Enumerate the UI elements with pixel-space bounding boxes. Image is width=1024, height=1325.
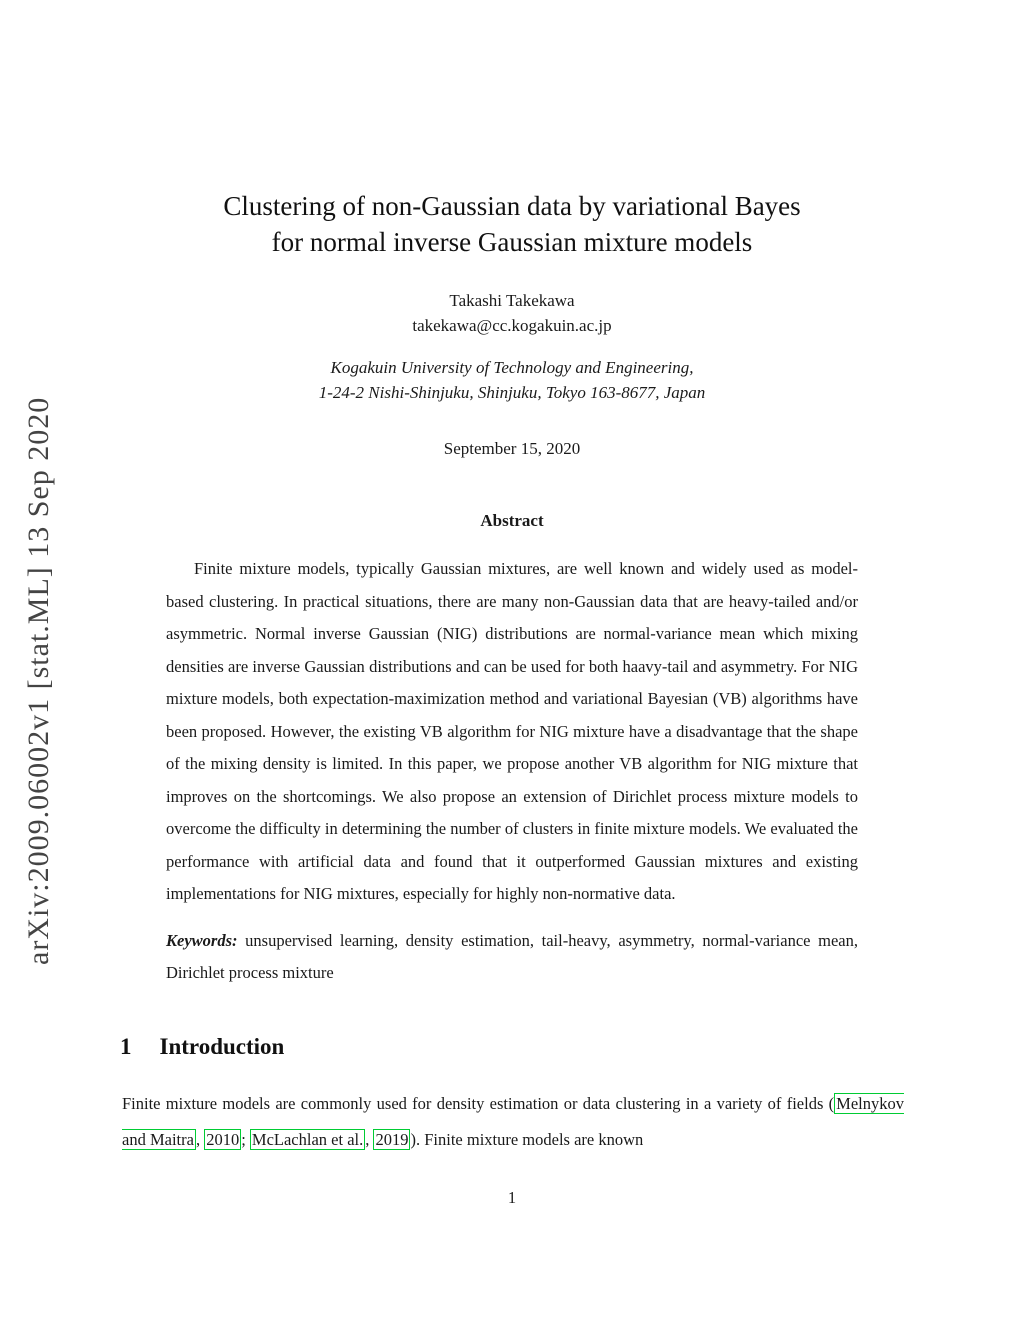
paper-title-line1: Clustering of non-Gaussian data by variational Bayes — [223, 191, 801, 221]
arxiv-watermark: arXiv:2009.06002v1 [stat.ML] 13 Sep 2020 — [22, 396, 55, 965]
intro-sep1: , — [195, 1130, 205, 1150]
section-1-heading — [120, 1034, 904, 1060]
section-1-number: 1 — [120, 1033, 132, 1059]
citation-link-mclachlan[interactable]: McLachlan et al. — [251, 1130, 364, 1150]
paper-date: September 15, 2020 — [443, 439, 581, 459]
page-number: 1 — [507, 1188, 517, 1207]
abstract-heading: Abstract — [480, 511, 544, 531]
intro-text-pre: Finite mixture models are commonly used for density estimation or data clustering in a variety of fields ( — [122, 1093, 835, 1113]
author-block — [0, 289, 1024, 338]
paper-title — [0, 188, 1024, 261]
affiliation-line2: 1-24-2 Nishi-Shinjuku, Shinjuku, Tokyo 163-8677, Japan — [318, 382, 706, 402]
keywords-text: unsupervised learning, density estimation, tail-heavy, asymmetry, normal-variance mean, Dirichlet process mixture — [166, 930, 858, 983]
introduction-paragraph — [122, 1086, 904, 1159]
affiliation-block — [0, 356, 1024, 405]
keywords-label: Keywords: — [166, 930, 238, 950]
citation-link-2010[interactable]: 2010 — [206, 1130, 240, 1150]
citation-link-2019[interactable]: 2019 — [375, 1130, 409, 1150]
intro-sep3: , — [365, 1130, 374, 1150]
citation-link-melnykov-maitra[interactable]: Melnykov and Maitra — [122, 1093, 904, 1150]
author-name: Takashi Takekawa — [449, 290, 575, 310]
abstract-text: Finite mixture models, typically Gaussian mixtures, are well known and widely used as model-based clustering. In practical situations, there are many non-Gaussian data that are heavy-tailed and/or asymmetric. Normal inverse Gaussian (NIG) distributions are normal-variance mean which mixing densities are inverse Gaussian distributions and can be used for both haavy-tail and asymmetry. For NIG mixture models, both expectation-maximization method and variational Bayesian (VB) algorithms have been proposed. However, the existing VB algorithm for NIG mixture have a disadvantage that the shape of the mixing density is limited. In this paper, we propose another VB algorithm for NIG mixture that improves on the shortcomings. We also propose an extension of Dirichlet process mixture models to overcome the difficulty in determining the number of clusters in finite mixture models. We evaluated the performance with artificial data and found that it outperformed Gaussian mixtures and existing implementations for NIG mixtures, especially for highly non-normative data. — [166, 559, 858, 904]
paper-title-line2: for normal inverse Gaussian mixture models — [271, 227, 753, 258]
intro-sep2: ; — [241, 1130, 250, 1150]
keywords-block — [166, 925, 858, 990]
affiliation-line1: Kogakuin University of Technology and Engineering, — [330, 358, 694, 378]
author-email: takekawa@cc.kogakuin.ac.jp — [412, 315, 612, 335]
section-1-title: Introduction — [159, 1033, 285, 1059]
intro-text-post: ). Finite mixture models are known — [410, 1130, 644, 1150]
